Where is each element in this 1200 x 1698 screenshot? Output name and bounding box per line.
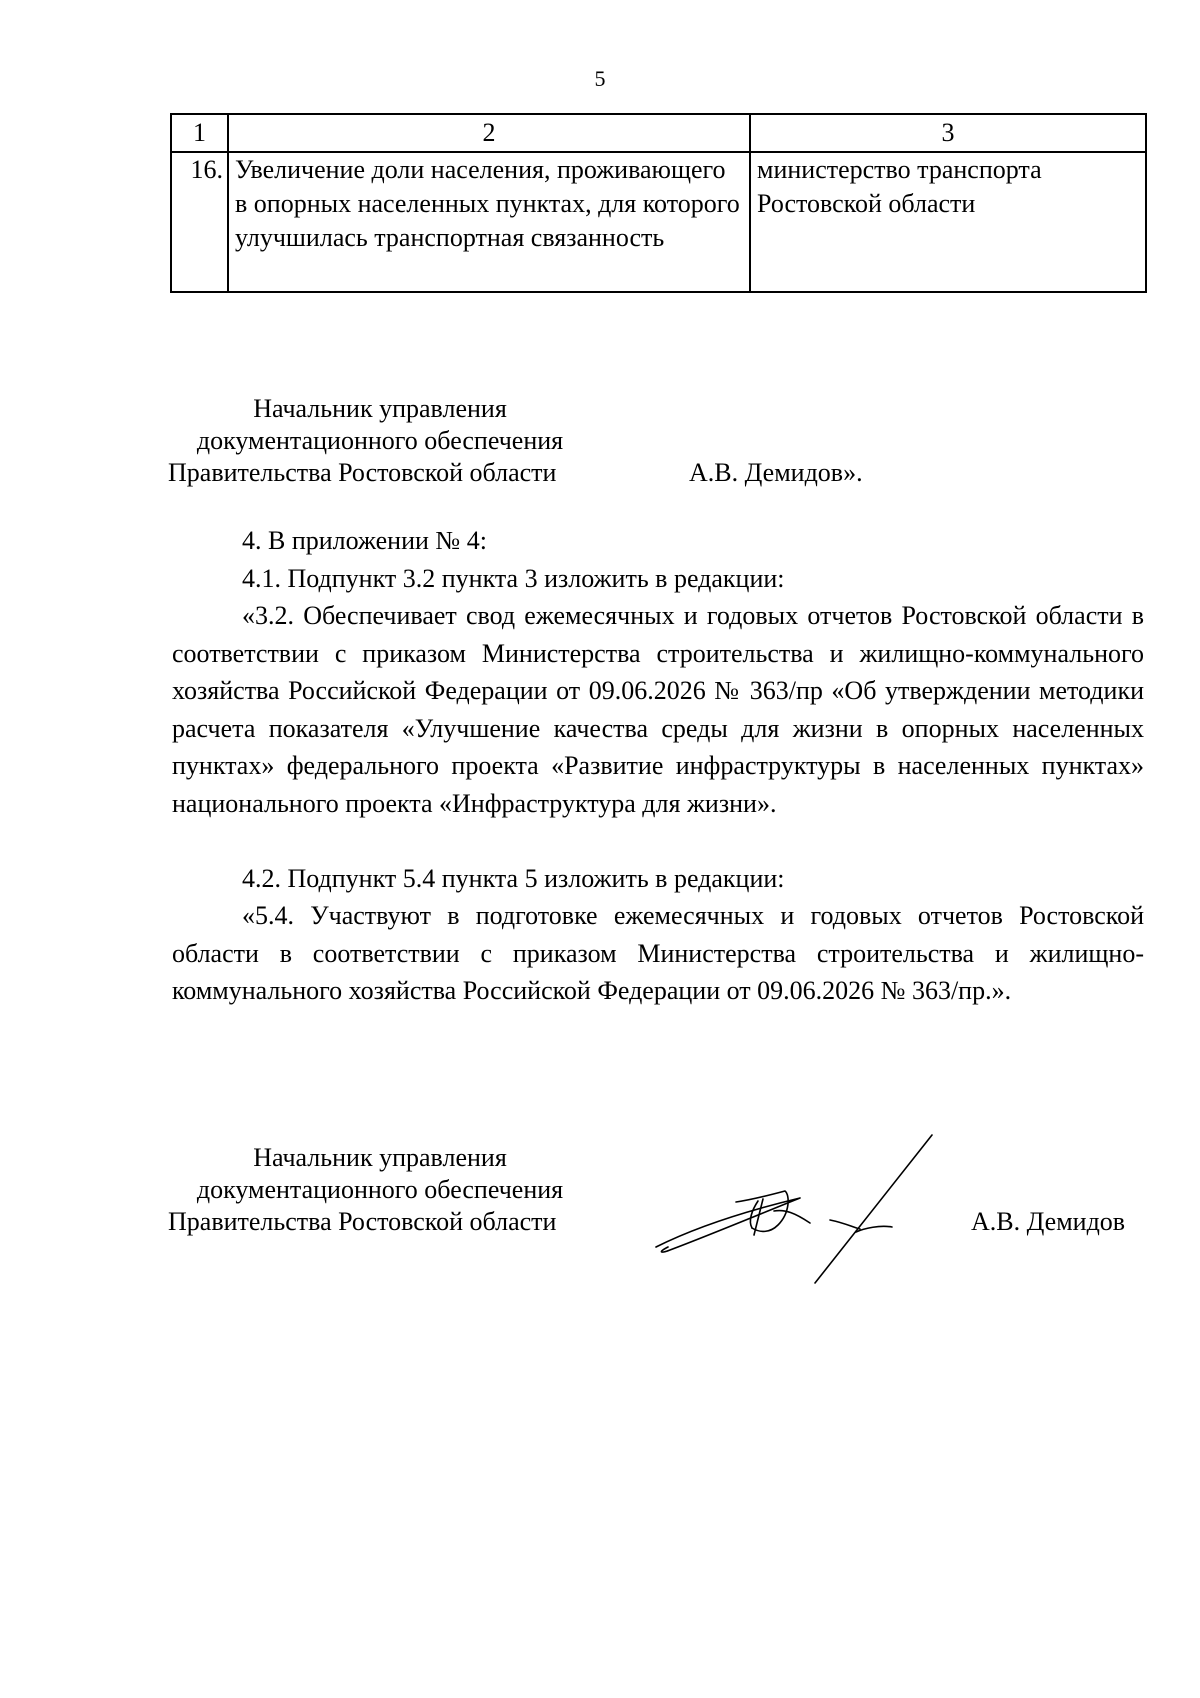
responsible-cell: министерство транспорта Ростовской области bbox=[750, 152, 1146, 292]
paragraph-item-4-1: 4.1. Подпункт 3.2 пункта 3 изложить в редакции: bbox=[242, 564, 785, 593]
indicators-table bbox=[170, 113, 1147, 293]
signer-title-line: Правительства Ростовской области bbox=[168, 1207, 557, 1236]
table-header-cell: 3 bbox=[750, 114, 1146, 152]
signer-name: А.В. Демидов». bbox=[689, 458, 863, 487]
signature-block-1 bbox=[170, 393, 1150, 493]
signer-name: А.В. Демидов bbox=[971, 1207, 1126, 1236]
table-header-row bbox=[171, 114, 1146, 152]
signer-title-line: документационного обеспечения bbox=[196, 426, 564, 455]
table-row bbox=[171, 152, 1146, 292]
signer-title-line: Начальник управления bbox=[253, 1143, 507, 1172]
signer-title-line: документационного обеспечения bbox=[196, 1175, 564, 1204]
page-number: 5 bbox=[594, 66, 606, 91]
handwritten-signature bbox=[640, 1125, 940, 1295]
paragraph-item-4-2: 4.2. Подпункт 5.4 пункта 5 изложить в редакции: bbox=[242, 864, 785, 893]
signer-title-line: Правительства Ростовской области bbox=[168, 458, 557, 487]
indicator-cell: Увеличение доли населения, проживающего в опорных населенных пунктах, для которого улучшилась транспортная связанность bbox=[228, 152, 750, 292]
table-header-cell: 2 bbox=[228, 114, 750, 152]
paragraph-item-4: 4. В приложении № 4: bbox=[242, 526, 487, 555]
signer-title-line: Начальник управления bbox=[253, 394, 507, 423]
row-number-cell: 16. bbox=[171, 152, 228, 292]
table-header-cell: 1 bbox=[171, 114, 228, 152]
paragraph-quote-5-4: «5.4. Участвуют в подготовке ежемесячных и годовых отчетов Ростовской области в соответствии с приказом Министерства строительства и жилищно-коммунального хозяйства Российской Федерации от 09.06.2026 № 363/пр.». bbox=[172, 901, 1144, 1005]
paragraph-quote-3-2: «3.2. Обеспечивает свод ежемесячных и годовых отчетов Ростовской области в соответствии с приказом Министерства строительства и жилищно-коммунального хозяйства Российской Федерации от 09.06.2026 № 363/пр «Об утверждении методики расчета показателя «Улучшение качества среды для жизни в опорных населенных пунктах» федерального проекта «Развитие инфраструктуры в населенных пунктах» национального проекта «Инфраструктура для жизни». bbox=[172, 601, 1144, 818]
